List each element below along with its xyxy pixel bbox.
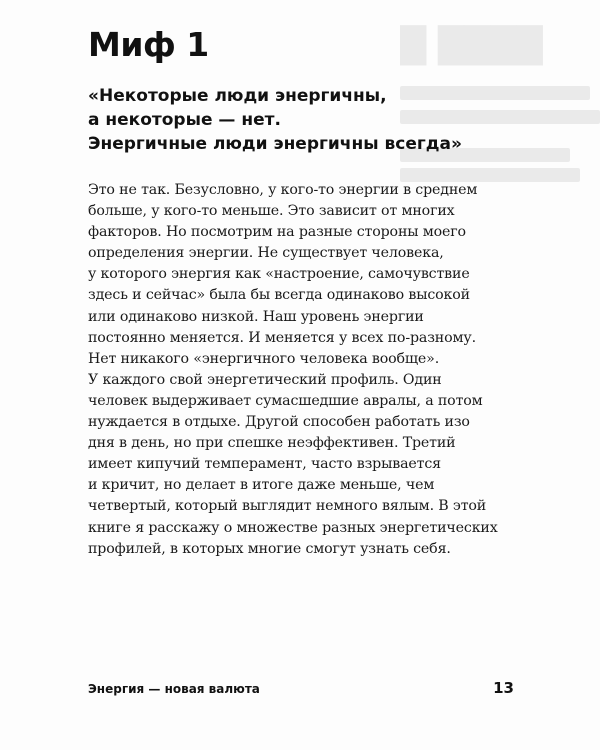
body-line: постоянно меняется. И меняется у всех по-разному. xyxy=(88,329,476,346)
body-line: человек выдерживает сумасшедшие авралы, а потом xyxy=(88,392,483,409)
body-line: и кричит, но делает в итоге даже меньше, чем xyxy=(88,477,435,494)
quote-line: «Некоторые люди энергичны, xyxy=(88,86,387,106)
body-line: четвертый, который выглядит немного вялым. В этой xyxy=(88,498,487,515)
body-line: больше, у кого-то меньше. Это зависит от многих xyxy=(88,203,455,220)
body-line: нуждается в отдыхе. Другой способен работать изо xyxy=(88,414,470,431)
running-footer-title: Энергия — новая валюта xyxy=(88,682,260,696)
bleed-through-heading: ████ █ xyxy=(400,26,543,66)
body-line: определения энергии. Не существует человека, xyxy=(88,245,444,262)
body-line: книге я расскажу о множестве разных энергетических xyxy=(88,519,498,536)
body-line: Это не так. Безусловно, у кого-то энергии в среднем xyxy=(88,182,478,198)
body-line: У каждого свой энергетический профиль. Один xyxy=(88,371,442,388)
body-line: здесь и сейчас» была бы всегда одинаково высокой xyxy=(88,287,470,304)
quote-line: Энергичные люди энергичны всегда» xyxy=(88,134,462,154)
quote-line: а некоторые — нет. xyxy=(88,110,281,130)
page-number: 13 xyxy=(493,679,514,697)
body-paragraph xyxy=(88,180,538,560)
myth-quote xyxy=(88,84,528,156)
body-line: у которого энергия как «настроение, самочувствие xyxy=(88,266,470,283)
body-line: имеет кипучий темперамент, часто взрывается xyxy=(88,456,441,473)
body-line: факторов. Но посмотрим на разные стороны моего xyxy=(88,224,466,241)
body-line: профилей, в которых многие смогут узнать себя. xyxy=(88,540,451,557)
body-line: Нет никакого «энергичного человека вообще». xyxy=(88,350,440,367)
body-line: дня в день, но при спешке неэффективен. Третий xyxy=(88,435,456,452)
myth-heading: Миф 1 xyxy=(88,25,209,64)
body-line: или одинаково низкой. Наш уровень энергии xyxy=(88,308,424,325)
